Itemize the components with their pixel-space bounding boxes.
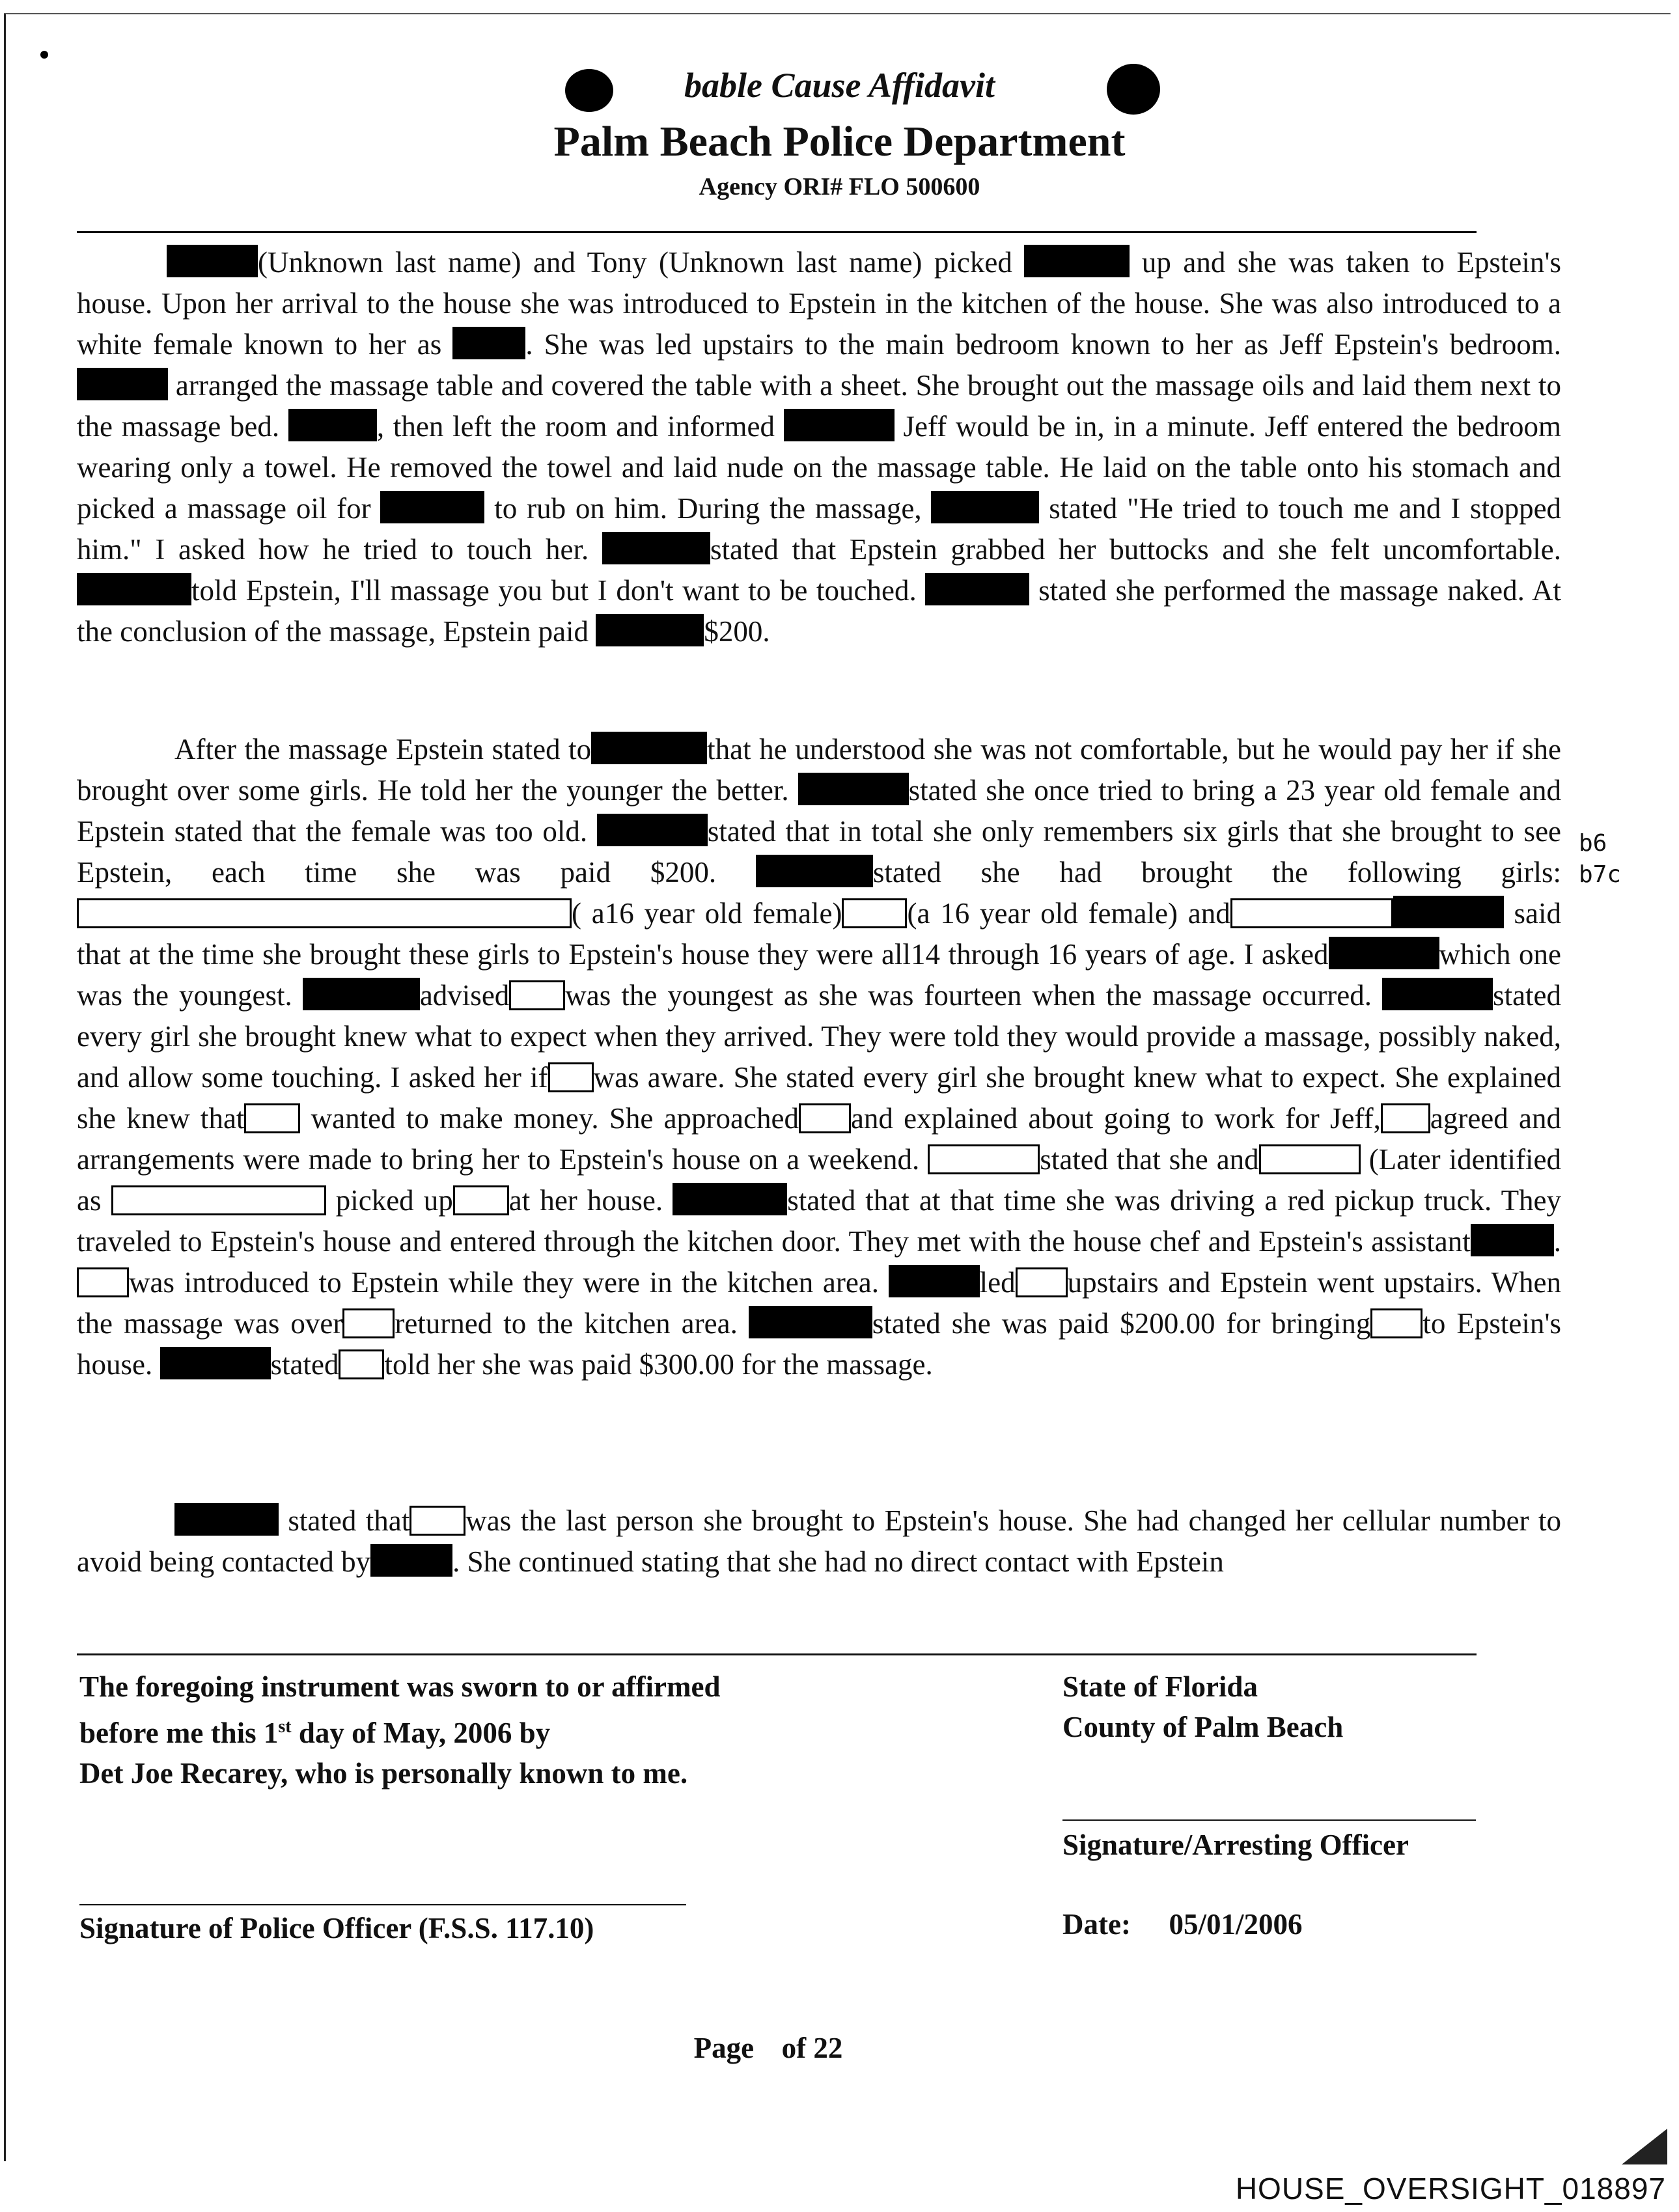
text: to Epstein's house. [77,1307,1561,1381]
text: . She was led upstairs to the main bedroom known to her as Jeff Epstein's bedroom. [525,328,1561,361]
sworn-line-2 [79,1707,991,1753]
county-label: County of Palm Beach [1062,1711,1344,1743]
footer-rule [77,1653,1477,1655]
text: stated [270,1348,339,1381]
text: was the last person she brought to Epstein's house. She had changed her cellular number to avoid being contacted by [77,1504,1561,1578]
text: stated that at that time she was driving a red pickup truck. They traveled to Epstein's house and entered through the kitchen door. They met with the house chef and Epstein's assistant [77,1184,1562,1258]
jurisdiction-block [1062,1666,1583,1747]
text: led [979,1266,1016,1299]
paragraph-3 [77,1500,1561,1583]
redaction-box [244,1103,300,1133]
text: before me this 1 [79,1717,279,1749]
redaction-box [842,898,907,928]
redaction [1024,245,1130,277]
redaction-box [342,1308,395,1338]
text: was introduced to Epstein while they were in the kitchen area. [129,1266,880,1299]
text: (Later identified as [77,1143,1562,1217]
redaction-box [928,1144,1040,1174]
text: stated she performed the massage naked. At the conclusion of the massage, Epstein paid [77,574,1561,648]
text: stated "He tried to touch me and I stopped him." I asked how he tried to touch her. [77,492,1562,566]
redaction [370,1544,452,1577]
text: stated she was paid $200.00 for bringing [872,1307,1371,1340]
state-label: State of Florida [1062,1670,1258,1703]
text: After the massage Epstein stated to [174,733,592,766]
redaction [931,491,1039,523]
redaction-box [1016,1267,1068,1297]
redaction-box [1370,1308,1422,1338]
redaction [756,855,873,887]
redaction-box [509,980,565,1010]
paragraph-2 [77,729,1561,1385]
text: stated every girl she brought knew what to expect when they arrived. They were told they would provide a massage, possibly naked, and allow some touching. I asked her if [77,979,1562,1094]
text: at her house. [508,1184,663,1217]
text: day of May, 2006 by [291,1717,551,1749]
text: (a 16 year old female) and [907,897,1230,930]
text: told her she was paid $300.00 for the massage. [384,1348,933,1381]
redaction [1329,937,1439,969]
redaction [784,409,895,441]
scan-speck [40,51,48,59]
text: returned to the kitchen area. [395,1307,738,1340]
redaction [1471,1224,1554,1256]
text: stated she had brought the following girls: [872,856,1562,889]
redaction [597,814,708,846]
redaction-box [1230,898,1393,928]
agency-ori: Agency ORI# FLO 500600 [699,173,980,200]
text: $200. [704,615,770,648]
redaction [303,978,420,1010]
redaction-box [77,1267,129,1297]
header-rule [77,231,1477,233]
redaction [673,1183,787,1215]
redaction [77,368,168,400]
bates-stamp: HOUSE_OVERSIGHT_018897 [1235,2172,1666,2205]
redaction [889,1265,980,1297]
date-value: 05/01/2006 [1169,1908,1303,1941]
redaction-box [453,1185,509,1215]
redaction-box [799,1103,851,1133]
scan-top-edge [4,13,1671,14]
text: , then left the room and informed [376,410,775,443]
text: to rub on him. During the massage, [494,492,922,525]
date-label: Date: [1062,1908,1131,1941]
text: . She continued stating that she had no direct contact with Epstein [452,1545,1224,1578]
redaction-box [339,1349,384,1379]
date-field [1062,1907,1302,1941]
redaction [596,614,704,646]
text: arranged the massage table and covered the table with a sheet. She brought out the massage oils and laid them next to the massage bed. [77,369,1561,443]
page-corner-mark [1622,2129,1667,2164]
text: upstairs and Epstein went upstairs. When the massage was over [77,1266,1561,1340]
affidavit-title: bable Cause Affidavit [684,66,995,105]
text: stated that [288,1504,410,1537]
text: stated she once tried to bring a 23 year old female and Epstein stated that the female was too old. [77,774,1562,848]
arresting-signature-line [1062,1819,1476,1821]
text: stated that in total she only remembers six girls that she brought to see Epstein, each time she was paid $200. [77,815,1562,889]
redaction [749,1306,872,1338]
text: advised [419,979,510,1012]
redaction [77,573,191,605]
sworn-line-1: The foregoing instrument was sworn to or affirmed [79,1670,721,1703]
page-of: of 22 [781,2032,843,2064]
text: was aware. She stated every girl she brought knew what to expect. She explained she knew that [77,1061,1561,1135]
redaction [174,1503,279,1536]
redaction-box [548,1062,594,1092]
text: ( a16 year old female) [572,897,842,930]
text: (Unknown last name) and Tony (Unknown last name) picked [258,246,1012,279]
redaction-box [409,1506,465,1536]
redaction [1393,896,1504,928]
text: up and she was taken to Epstein's house. Upon her arrival to the house she was introduced to Epstein in the kitchen of the house. She was also introduced to a white female known to her as [77,246,1562,361]
redaction [1382,978,1493,1010]
sworn-line-3: Det Joe Recarey, who is personally known to me. [79,1757,688,1790]
redaction [160,1347,271,1379]
margin-note-b7c: b7c [1579,861,1622,888]
page-label: Page [693,2032,755,2064]
margin-note-b6: b6 [1579,830,1607,857]
redaction-box [111,1185,326,1215]
text: and explained about going to work for Jeff, [850,1102,1381,1135]
arresting-officer-label: Signature/Arresting Officer [1062,1829,1409,1861]
redaction [288,409,377,441]
text: told Epstein, I'll massage you but I don't want to be touched. [191,574,917,607]
sworn-statement [79,1666,991,1793]
department-name: Palm Beach Police Department [553,118,1126,165]
police-officer-signature-label: Signature of Police Officer (F.S.S. 117.10) [79,1912,594,1944]
text: which one was the youngest. [77,938,1562,1012]
text: agreed and arrangements were made to bring her to Epstein's house on a weekend. [77,1102,1561,1176]
text: . [1553,1225,1561,1258]
redaction-box [77,898,572,928]
text: Jeff would be in, in a minute. Jeff entered the bedroom wearing only a towel. He removed the towel and laid nude on the massage table. He laid on the table onto his stomach and picked a massage oil for [77,410,1561,525]
redaction [925,573,1029,605]
redaction [602,532,710,564]
scan-left-edge [4,13,6,2161]
redaction-box [1259,1144,1361,1174]
ordinal-suffix: st [278,1717,292,1737]
page-number [0,2031,1536,2065]
redaction [452,327,525,359]
text: wanted to make money. She approached [311,1102,799,1135]
text: stated that Epstein grabbed her buttocks and she felt uncomfortable. [710,533,1562,566]
redaction [380,491,484,523]
redaction [798,773,909,805]
paragraph-1 [77,242,1561,652]
redaction-box [1381,1103,1430,1133]
text: said that at the time she brought these girls to Epstein's house they were all14 through 16 years of age. I asked [77,897,1561,971]
text: picked up [335,1184,453,1217]
redaction [167,245,258,277]
text: stated that she and [1040,1143,1259,1176]
redaction [591,732,707,764]
text: was the youngest as she was fourteen when the massage occurred. [565,979,1372,1012]
text: that he understood she was not comfortable, but he would pay her if she brought over some girls. He told her the younger the better. [77,733,1561,807]
police-signature-line [79,1904,686,1905]
